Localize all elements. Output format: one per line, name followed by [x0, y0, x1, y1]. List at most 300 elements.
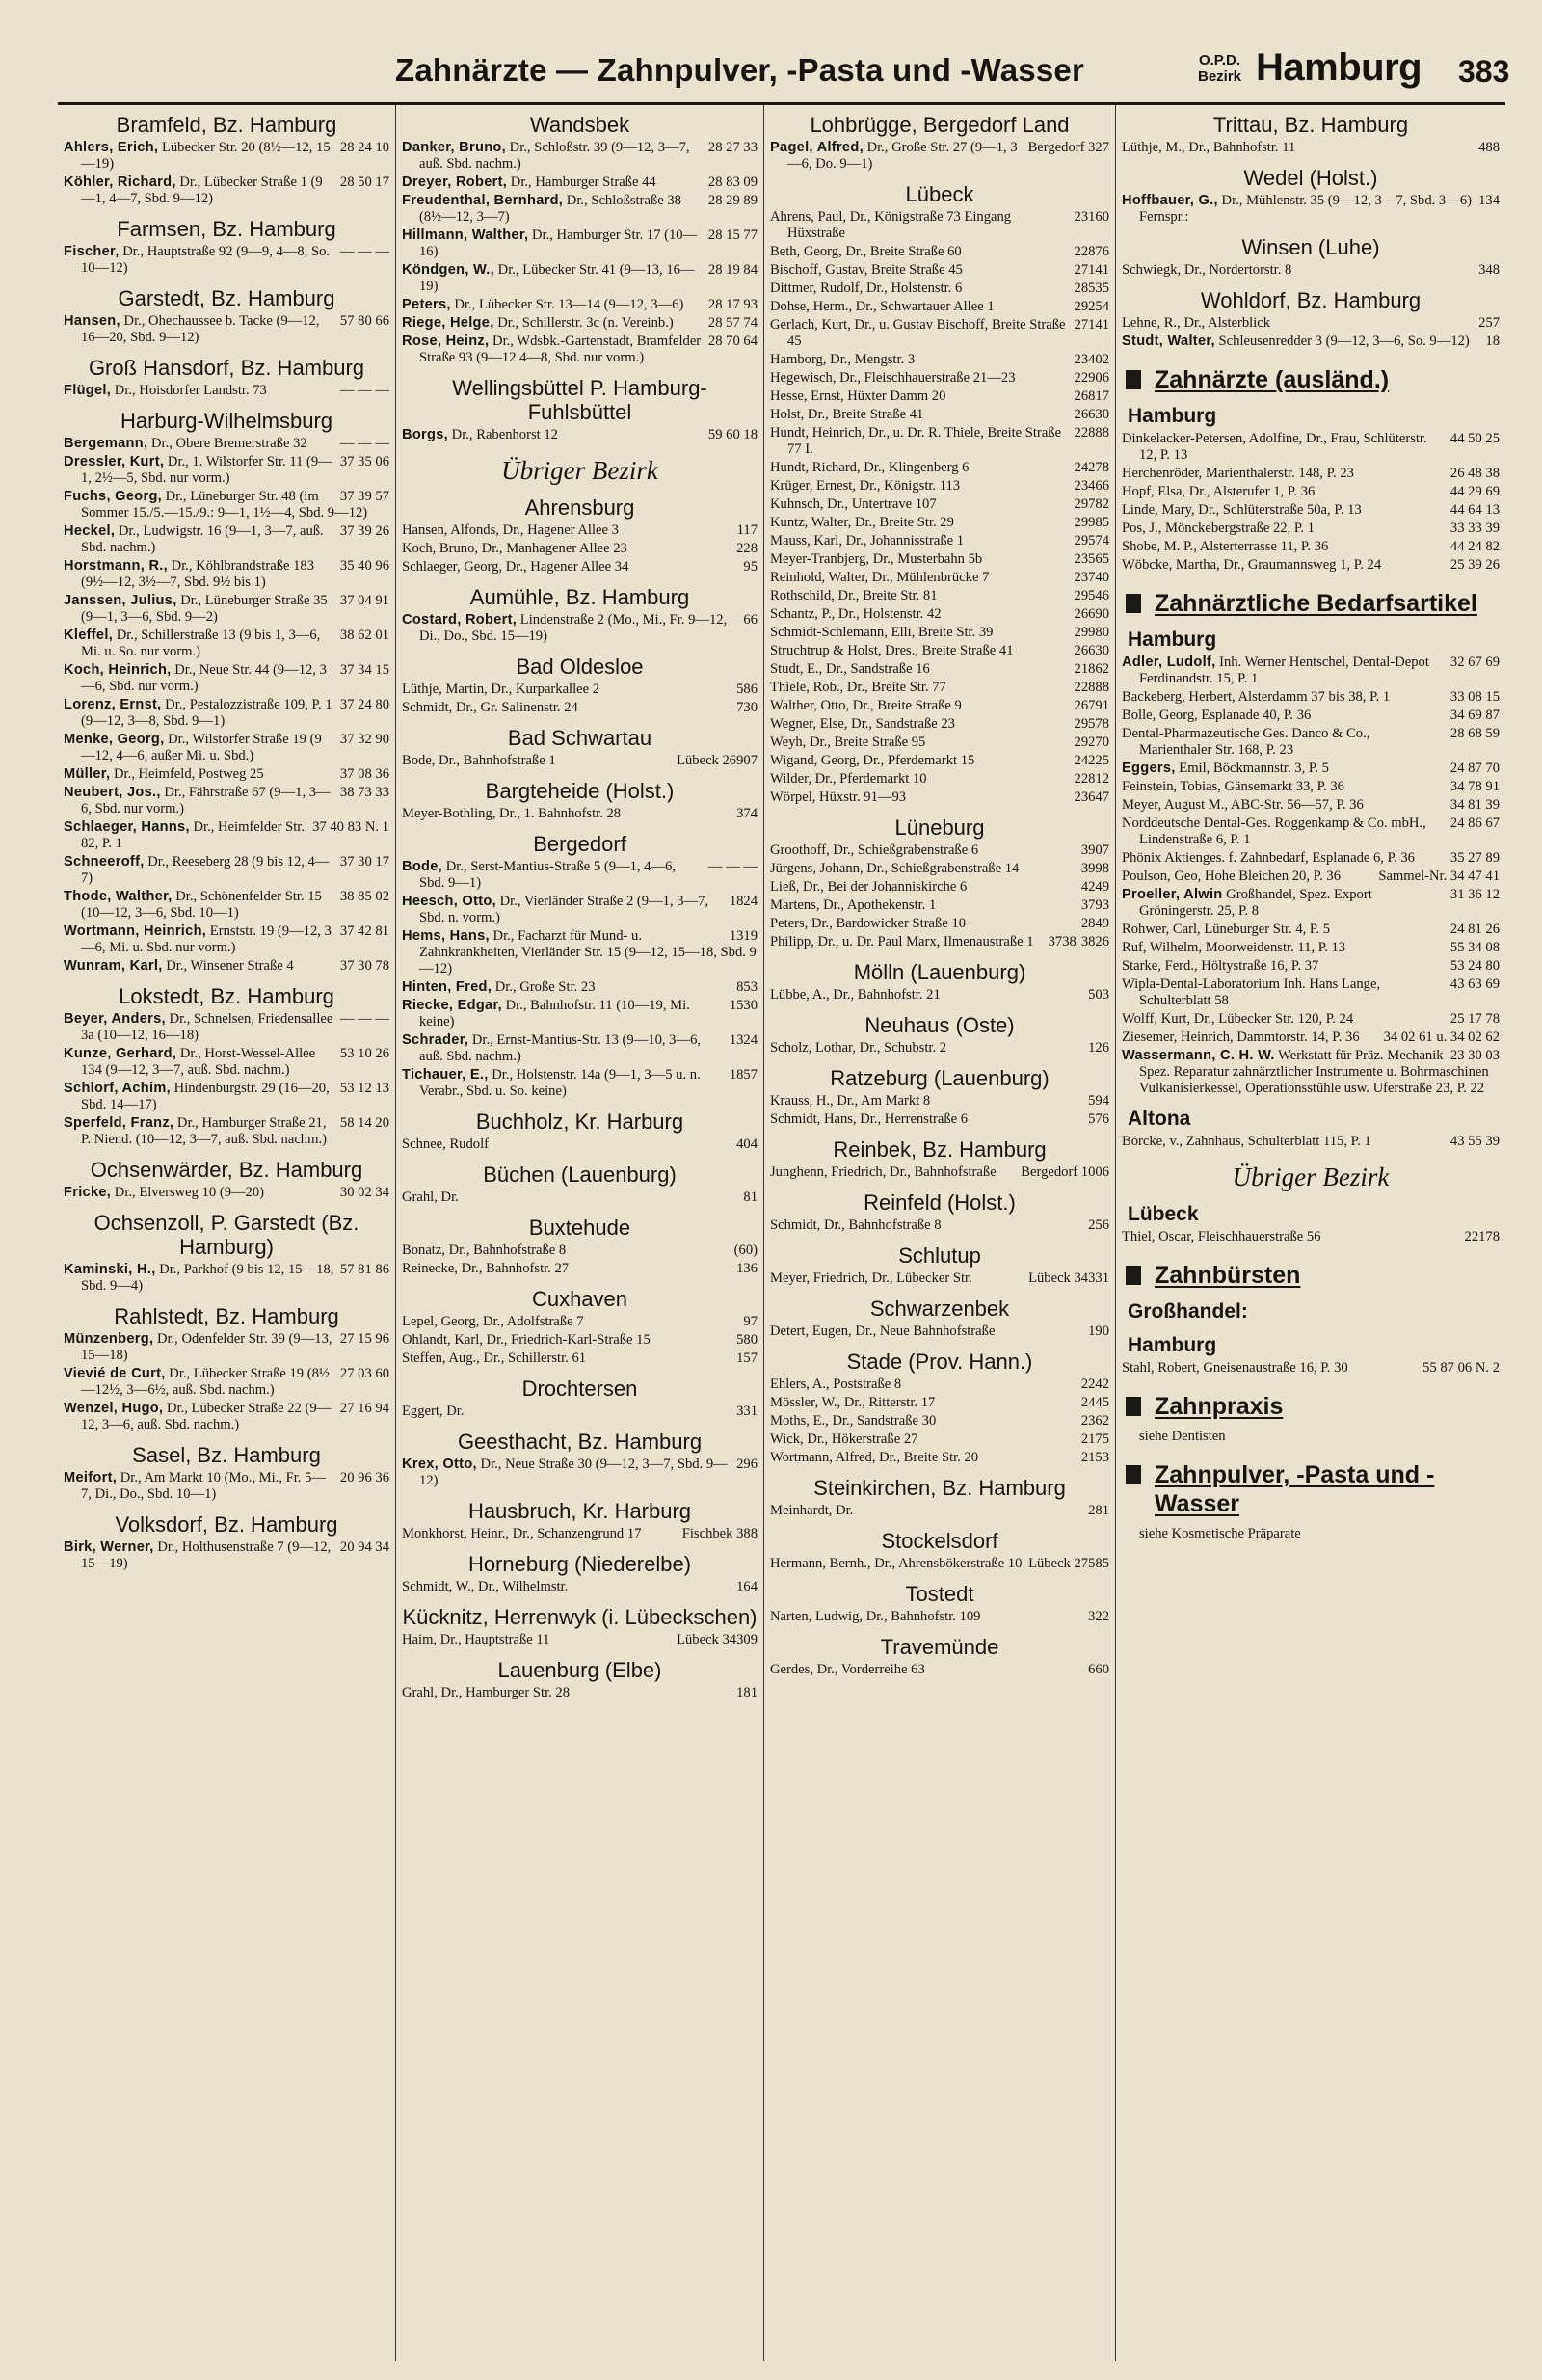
entry-details: Feinstein, Tobias, Gänsemarkt 33, P. 36	[1122, 779, 1344, 794]
entry-name: Dreyer, Robert,	[402, 174, 508, 190]
directory-entry	[64, 1046, 389, 1079]
directory-entry	[1122, 797, 1500, 814]
phone-number: 44 50 25	[1449, 431, 1500, 446]
entry-name: Flügel,	[64, 383, 112, 398]
place-heading: Volksdorf, Bz. Hamburg	[115, 1512, 338, 1537]
phone-number: 37 04 91	[339, 593, 389, 608]
entry-details: Dr., Schönenfelder Str. 15 (10—12, 3—6, Sbd. 10—1)	[81, 889, 322, 921]
directory-entry	[1122, 431, 1500, 464]
phone-number: 53 12 13	[339, 1081, 389, 1096]
directory-entry	[64, 593, 389, 626]
entry-details: Monkhorst, Heinr., Dr., Schanzengrund 17	[402, 1526, 642, 1541]
phone-number: 28 50 17	[339, 174, 389, 190]
entry-details: Dr., Mühlenstr. 35 (9—12, 3—7, Sbd. 3—6) Fernspr.:	[1139, 193, 1472, 225]
directory-entry	[770, 680, 1109, 696]
phone-number: — — —	[339, 244, 389, 259]
column-4	[1116, 105, 1505, 2361]
phone-number: 38 62 01	[339, 628, 389, 643]
phone-number: 28 24 10	[339, 140, 389, 155]
directory-entry	[402, 859, 758, 892]
directory-entry	[1122, 140, 1500, 156]
category-heading	[1122, 1261, 1500, 1290]
phone-number: 18	[1485, 334, 1500, 349]
phone-number: Lübeck 34331	[1028, 1270, 1109, 1286]
directory-entry	[64, 1262, 389, 1295]
phone-number: 37 35 06	[339, 454, 389, 469]
directory-entry	[1122, 466, 1500, 482]
entry-details: Schmidt, W., Dr., Wilhelmstr.	[402, 1579, 569, 1594]
subsection-heading: Hamburg	[1128, 405, 1217, 427]
phone-number: 22888	[1074, 425, 1109, 441]
entry-details: Dr., Neue Str. 44 (9—12, 3—6, Sbd. nur vorm.)	[81, 662, 327, 694]
phone-number: 37 39 57	[339, 489, 389, 504]
phone-number: 24278	[1074, 460, 1109, 475]
entry-details: Dr., Hoisdorfer Landstr. 73	[111, 383, 267, 398]
directory-entry	[402, 559, 758, 575]
subsection-heading: Großhandel:	[1128, 1300, 1248, 1323]
entry-details: Großhandel, Spez. Export Gröningerstr. 25, P. 8	[1139, 887, 1372, 919]
entry-details: Narten, Ludwig, Dr., Bahnhofstr. 109	[770, 1609, 981, 1624]
entry-details: Phönix Aktienges. f. Zahnbedarf, Esplanade 6, P. 36	[1122, 850, 1415, 866]
entry-details: Dr., Obere Bremerstraße 32	[147, 436, 307, 451]
entry-details: Wegner, Else, Dr., Sandstraße 23	[770, 716, 955, 732]
entry-name: Ahlers, Erich,	[64, 140, 159, 155]
directory-entry	[402, 612, 758, 645]
phone-number: 157	[736, 1350, 758, 1366]
place-heading: Bad Oldesloe	[516, 655, 644, 679]
directory-entry	[1122, 539, 1500, 555]
directory-entry	[1122, 521, 1500, 537]
entry-name: Eggers,	[1122, 761, 1176, 776]
entry-details: Ahrens, Paul, Dr., Königstraße 73 Eingang Hüxstraße	[770, 209, 1012, 241]
subsection-heading: Hamburg	[1128, 1334, 1217, 1356]
entry-details: Dr., Ludwigstr. 16 (9—1, 3—7, auß. Sbd. nachm.)	[81, 523, 324, 555]
entry-details: Krauss, H., Dr., Am Markt 8	[770, 1093, 931, 1109]
entry-details: Bode, Dr., Bahnhofstraße 1	[402, 753, 556, 768]
entry-details: Hundt, Heinrich, Dr., u. Dr. R. Thiele, Breite Straße 77 I.	[770, 425, 1062, 457]
entry-details: Lübbe, A., Dr., Bahnhofstr. 21	[770, 987, 941, 1003]
header-city: Hamburg	[1256, 46, 1422, 89]
subsection-heading: Altona	[1128, 1108, 1191, 1130]
category-label: Zahnpraxis	[1155, 1393, 1284, 1420]
entry-name: Hoffbauer, G.,	[1122, 193, 1218, 208]
entry-details: Bolle, Georg, Esplanade 40, P. 36	[1122, 708, 1312, 723]
phone-number: 25 17 78	[1449, 1011, 1500, 1027]
phone-number: 37 30 78	[339, 958, 389, 974]
phone-number: 37 39 26	[339, 523, 389, 539]
directory-entry	[1122, 976, 1500, 1009]
phone-number: 33 33 39	[1449, 521, 1500, 536]
place-heading: Schlutup	[898, 1243, 981, 1268]
place-heading: Ratzeburg (Lauenburg)	[830, 1066, 1050, 1090]
phone-number: 28 29 89	[707, 193, 758, 208]
phone-number: 3998	[1080, 861, 1109, 876]
directory-entry	[64, 819, 389, 852]
entry-name: Studt, Walter,	[1122, 334, 1215, 349]
entry-name: Heesch, Otto,	[402, 894, 496, 909]
phone-number: 37 42 81	[339, 923, 389, 939]
entry-details: Inh. Werner Hentschel, Dental-Depot Ferdinandstr. 15, P. 1	[1139, 655, 1429, 686]
phone-number: — — —	[339, 1011, 389, 1027]
entry-details: Ließ, Dr., Bei der Johanniskirche 6	[770, 879, 968, 895]
place-heading: Lüneburg	[894, 816, 985, 840]
entry-details: Dr., Elversweg 10 (9—20)	[111, 1185, 265, 1200]
phone-number: 1824	[729, 894, 758, 909]
entry-details: Schwiegk, Dr., Nordertorstr. 8	[1122, 262, 1292, 278]
entry-name: Borgs,	[402, 427, 449, 442]
directory-entry	[770, 388, 1109, 405]
directory-entry	[1122, 193, 1500, 226]
entry-details: Dr., Facharzt für Mund- u. Zahnkrankheiten, Vierländer Str. 15 (9—12, 15—18, Sbd. 9—12)	[419, 928, 757, 976]
entry-details: Dr., Hamburger Straße 21, P. Niend. (10—12, 3—7, auß. Sbd. nachm.)	[81, 1115, 327, 1147]
directory-entry	[770, 281, 1109, 297]
phone-number: 2175	[1080, 1431, 1109, 1447]
phone-number: 34 81 39	[1449, 797, 1500, 813]
entry-details: Wilder, Dr., Pferdemarkt 10	[770, 771, 927, 787]
entry-details: Dr., Schloßstr. 39 (9—12, 3—7, auß. Sbd. nachm.)	[419, 140, 690, 172]
phone-number: 23402	[1074, 352, 1109, 367]
phone-number: 488	[1478, 140, 1500, 155]
directory-entry	[770, 209, 1109, 242]
place-heading: Ochsenzoll, P. Garstedt (Bz. Hamburg)	[93, 1211, 359, 1259]
entry-details: Martens, Dr., Apothekenstr. 1	[770, 897, 937, 913]
entry-name: Adler, Ludolf,	[1122, 655, 1216, 670]
phone-number: 21862	[1074, 661, 1109, 677]
directory-entry	[770, 916, 1109, 932]
place-heading: Bergedorf	[533, 832, 626, 856]
phone-number: 29985	[1074, 515, 1109, 530]
directory-entry	[402, 1632, 758, 1648]
directory-entry	[770, 1040, 1109, 1056]
phone-number: 660	[1088, 1662, 1109, 1677]
place-heading: Geesthacht, Bz. Hamburg	[457, 1430, 703, 1454]
page-number: 383	[1458, 54, 1510, 89]
entry-details: Studt, E., Dr., Sandstraße 16	[770, 661, 930, 677]
phone-number: 20 94 34	[339, 1539, 389, 1555]
entry-details: Schmidt, Dr., Bahnhofstraße 8	[770, 1217, 942, 1233]
entry-details: Dr., Wdsbk.-Gartenstadt, Bramfelder Straße 93 (9—12 4—8, Sbd. nur vorm.)	[419, 334, 702, 365]
phone-number: 31 36 12	[1449, 887, 1500, 902]
phone-number: 28 57 74	[707, 315, 758, 331]
phone-number: 594	[1088, 1093, 1109, 1109]
entry-name: Bode,	[402, 859, 443, 874]
phone-number: 66	[743, 612, 758, 628]
entry-details: Gerlach, Kurt, Dr., u. Gustav Bischoff, Breite Straße 45	[770, 317, 1066, 349]
entry-details: Krüger, Ernest, Dr., Königstr. 113	[770, 478, 961, 494]
directory-entry	[402, 227, 758, 260]
entry-details: Schlaeger, Georg, Dr., Hagener Allee 34	[402, 559, 629, 575]
entry-name: Riege, Helge,	[402, 315, 494, 331]
region-heading: Übriger Bezirk	[1232, 1163, 1390, 1191]
phone-number: 586	[736, 682, 758, 697]
directory-entry	[770, 496, 1109, 513]
entry-details: Beth, Georg, Dr., Breite Straße 60	[770, 244, 962, 259]
place-heading: Kücknitz, Herrenwyk (i. Lübeckschen)	[402, 1605, 758, 1629]
place-heading: Steinkirchen, Bz. Hamburg	[813, 1476, 1066, 1500]
place-heading: Buchholz, Kr. Harburg	[475, 1110, 684, 1134]
phone-number: 2362	[1080, 1413, 1109, 1429]
directory-entry	[402, 1137, 758, 1153]
phone-number: 28 19 84	[707, 262, 758, 278]
entry-details: Junghenn, Friedrich, Dr., Bahnhofstraße	[770, 1164, 997, 1180]
phone-number: 296	[736, 1457, 758, 1472]
directory-entry	[64, 1331, 389, 1364]
subsection-heading: Hamburg	[1128, 628, 1217, 651]
directory-entry	[402, 174, 758, 191]
entry-details: Dr., Reeseberg 28 (9 bis 12, 4—7)	[81, 854, 330, 886]
directory-entry	[770, 698, 1109, 714]
directory-entry	[64, 244, 389, 277]
place-heading: Hausbruch, Kr. Harburg	[467, 1499, 692, 1523]
entry-details: Wörpel, Hüxstr. 91—93	[770, 789, 907, 805]
directory-entry	[770, 515, 1109, 531]
directory-entry	[402, 1243, 758, 1259]
directory-entry	[770, 1324, 1109, 1340]
entry-details: Kuhnsch, Dr., Untertrave 107	[770, 496, 937, 512]
entry-name: Kunze, Gerhard,	[64, 1046, 177, 1061]
phone-number: 81	[743, 1190, 758, 1205]
directory-entry	[64, 662, 389, 695]
phone-number: 29574	[1074, 533, 1109, 548]
phone-number: 2445	[1080, 1395, 1109, 1410]
entry-name: Vievié de Curt,	[64, 1366, 166, 1381]
category-label: Zahnbürsten	[1155, 1262, 1301, 1289]
entry-details: Dr., Holstenstr. 14a (9—1, 3—5 u. n. Verabr., Sbd. u. So. keine)	[419, 1067, 701, 1099]
place-heading: Garstedt, Bz. Hamburg	[118, 286, 335, 310]
entry-details: Meyer, Friedrich, Dr., Lübecker Str.	[770, 1270, 972, 1286]
entry-details: Philipp, Dr., u. Dr. Paul Marx, Ilmenaustraße 1	[770, 934, 1034, 949]
directory-entry	[1122, 655, 1500, 687]
entry-name: Wenzel, Hugo,	[64, 1401, 164, 1416]
place-heading: Stade (Prov. Hann.)	[846, 1350, 1033, 1374]
directory-entry	[402, 806, 758, 822]
entry-name: Rose, Heinz,	[402, 334, 490, 349]
phone-number: 29980	[1074, 625, 1109, 640]
directory-entry	[770, 460, 1109, 476]
phone-number: 37 08 36	[339, 766, 389, 782]
category-square-icon	[1126, 1465, 1141, 1484]
directory-entry	[1122, 315, 1500, 332]
place-heading: Lauenburg (Elbe)	[497, 1658, 662, 1682]
entry-details: Dohse, Herm., Dr., Schwartauer Allee 1	[770, 299, 995, 314]
directory-entry	[770, 1217, 1109, 1234]
entry-details: Backeberg, Herbert, Alsterdamm 37 bis 38, P. 1	[1122, 689, 1391, 705]
directory-entry	[1122, 1011, 1500, 1028]
phone-number: 29546	[1074, 588, 1109, 603]
entry-details: Dr., Neue Straße 30 (9—12, 3—7, Sbd. 9—12)	[419, 1457, 728, 1488]
entry-details: Schmidt, Hans, Dr., Herrenstraße 6	[770, 1111, 969, 1127]
phone-number: 28 17 93	[707, 297, 758, 312]
entry-details: Hermann, Bernh., Dr., Ahrensbökerstraße 10	[770, 1556, 1023, 1571]
phone-number: Fischbek 388	[681, 1526, 758, 1541]
directory-entry	[402, 1350, 758, 1367]
entry-details: Dr., Schillerstr. 3c (n. Vereinb.)	[493, 315, 674, 331]
columns	[58, 105, 1505, 2361]
entry-name: Janssen, Julius,	[64, 593, 177, 608]
phone-number: 26630	[1074, 643, 1109, 658]
entry-name: Tichauer, E.,	[402, 1067, 489, 1083]
phone-number: 1530	[729, 998, 758, 1013]
directory-entry	[64, 958, 389, 975]
entry-details: Walther, Otto, Dr., Breite Straße 9	[770, 698, 962, 713]
place-heading: Sasel, Bz. Hamburg	[132, 1443, 321, 1467]
entry-details: Rohwer, Carl, Lüneburger Str. 4, P. 5	[1122, 922, 1331, 937]
place-heading: Wohldorf, Bz. Hamburg	[1200, 288, 1422, 312]
entry-details: Dental-Pharmazeutische Ges. Danco & Co., Marienthaler Str. 168, P. 23	[1122, 726, 1370, 758]
entry-name: Kleffel,	[64, 628, 114, 643]
phone-number: 348	[1478, 262, 1500, 278]
directory-entry	[770, 1413, 1109, 1430]
entry-details: Emil, Böckmannstr. 3, P. 5	[1175, 761, 1329, 776]
entry-name: Menke, Georg,	[64, 732, 165, 747]
directory-entry	[770, 1450, 1109, 1466]
category-heading	[1122, 589, 1500, 618]
directory-entry	[402, 1685, 758, 1701]
phone-number: — — —	[339, 383, 389, 398]
phone-number: 2153	[1080, 1450, 1109, 1465]
phone-number: 126	[1088, 1040, 1109, 1056]
entry-details: Meinhardt, Dr.	[770, 1503, 854, 1518]
place-heading: Neuhaus (Oste)	[864, 1013, 1015, 1037]
entry-name: Freudenthal, Bernhard,	[402, 193, 564, 208]
phone-number: 3907	[1080, 842, 1109, 858]
entry-details: Borcke, v., Zahnhaus, Schulterblatt 115, P. 1	[1122, 1134, 1371, 1149]
phone-number: 22888	[1074, 680, 1109, 695]
entry-details: Scholz, Lothar, Dr., Schubstr. 2	[770, 1040, 947, 1056]
directory-entry	[1122, 262, 1500, 279]
entry-details: Dr., Hamburger Straße 44	[507, 174, 656, 190]
phone-number: 55 34 08	[1449, 940, 1500, 955]
entry-name: Lorenz, Ernst,	[64, 697, 162, 712]
phone-number: 4249	[1080, 879, 1109, 895]
entry-details: Mauss, Karl, Dr., Johannisstraße 1	[770, 533, 965, 548]
directory-entry	[64, 1115, 389, 1148]
directory-entry	[770, 478, 1109, 495]
entry-name: Hinten, Fred,	[402, 979, 492, 995]
directory-entry	[402, 979, 758, 996]
directory-entry	[64, 628, 389, 660]
phone-number: 97	[743, 1314, 758, 1329]
directory-entry	[770, 1270, 1109, 1287]
phone-number: 322	[1088, 1609, 1109, 1624]
entry-details: Dr., Lübecker Str. 13—14 (9—12, 3—6)	[450, 297, 684, 312]
entry-name: Schlorf, Achim,	[64, 1081, 171, 1096]
directory-entry	[64, 489, 389, 521]
entry-details: Dr., Serst-Mantius-Straße 5 (9—1, 4—6, Sbd. 9—1)	[419, 859, 677, 891]
place-heading: Reinbek, Bz. Hamburg	[833, 1137, 1047, 1162]
entry-details: Wigand, Georg, Dr., Pferdemarkt 15	[770, 753, 975, 768]
entry-details: Starke, Ferd., Höltystraße 16, P. 37	[1122, 958, 1319, 974]
entry-details: Thiele, Rob., Dr., Breite Str. 77	[770, 680, 946, 695]
entry-details: Dr., Am Markt 10 (Mo., Mi., Fr. 5—7, Di., Do., Sbd. 10—1)	[81, 1470, 326, 1502]
phone-number: 37 40 83 N. 1	[312, 819, 389, 835]
directory-entry	[402, 894, 758, 926]
entry-details: Moths, E., Dr., Sandstraße 30	[770, 1413, 937, 1429]
category-heading	[1122, 365, 1500, 394]
phone-number: Lübeck 34309	[677, 1632, 758, 1647]
phone-number: 26630	[1074, 407, 1109, 422]
entry-name: Schrader,	[402, 1032, 469, 1048]
entry-details: Eggert, Dr.	[402, 1404, 465, 1419]
entry-details: Dr., Hamburger Str. 17 (10—16)	[419, 227, 698, 259]
entry-details: Holst, Dr., Breite Straße 41	[770, 407, 924, 422]
place-heading: Drochtersen	[521, 1377, 638, 1401]
entry-details: Dr., Schnelsen, Friedensallee 3a (10—12, 16—18)	[81, 1011, 333, 1043]
phone-number: 28 70 64	[707, 334, 758, 349]
directory-entry	[770, 842, 1109, 859]
entry-details: Norddeutsche Dental-Ges. Roggenkamp & Co. mbH., Lindenstraße 6, P. 1	[1122, 816, 1426, 847]
place-heading: Groß Hansdorf, Bz. Hamburg	[88, 356, 365, 380]
directory-entry	[64, 383, 389, 399]
entry-name: Birk, Werner,	[64, 1539, 154, 1555]
entry-details: Ziesemer, Heinrich, Dammtorstr. 14, P. 36	[1122, 1030, 1360, 1045]
directory-entry	[770, 987, 1109, 1003]
phone-number: 22812	[1074, 771, 1109, 787]
phone-number: 331	[736, 1404, 758, 1419]
directory-entry	[1122, 816, 1500, 848]
phone-number: 34 78 91	[1449, 779, 1500, 794]
entry-details: Schantz, P., Dr., Holstenstr. 42	[770, 606, 942, 622]
directory-entry	[770, 1662, 1109, 1678]
place-heading: Bargteheide (Holst.)	[485, 779, 675, 803]
phone-number: 2849	[1080, 916, 1109, 931]
entry-details: Koch, Bruno, Dr., Manhagener Allee 23	[402, 541, 627, 556]
entry-details: Peters, Dr., Bardowicker Straße 10	[770, 916, 967, 931]
phone-number: 29254	[1074, 299, 1109, 314]
entry-details: Hundt, Richard, Dr., Klingenberg 6	[770, 460, 970, 475]
column-3	[764, 105, 1116, 2361]
entry-details: Dr., Horst-Wessel-Allee 134 (9—12, 3—7, auß. Sbd. nachm.)	[81, 1046, 316, 1078]
phone-number: 27 03 60	[339, 1366, 389, 1381]
entry-name: Pagel, Alfred,	[770, 140, 864, 155]
entry-details: Dr., Holthusenstraße 7 (9—12, 15—19)	[81, 1539, 332, 1571]
phone-number: 55 87 06 N. 2	[1422, 1360, 1500, 1376]
directory-entry	[1122, 922, 1500, 938]
directory-entry	[402, 1067, 758, 1100]
phone-number: 37 30 17	[339, 854, 389, 869]
directory-entry	[64, 785, 389, 817]
entry-details: Meyer, August M., ABC-Str. 56—57, P. 36	[1122, 797, 1364, 813]
phone-number: 2242	[1080, 1377, 1109, 1392]
entry-details: Hegewisch, Dr., Fleischhauerstraße 21—23	[770, 370, 1016, 386]
directory-entry	[402, 753, 758, 769]
phone-number: 28 27 33	[707, 140, 758, 155]
directory-entry	[770, 753, 1109, 769]
phone-number: 53 10 26	[339, 1046, 389, 1061]
directory-entry	[402, 262, 758, 295]
place-heading: Reinfeld (Holst.)	[864, 1190, 1016, 1215]
entry-details: Ernststr. 19 (9—12, 3—6, Mi. u. Sbd. nur vorm.)	[81, 923, 332, 955]
entry-details: Dr., Große Str. 27 (9—1, 3—6, Do. 9—1)	[787, 140, 1018, 172]
entry-name: Hems, Hans,	[402, 928, 490, 944]
place-heading: Wedel (Holst.)	[1243, 166, 1378, 190]
phone-number: 136	[736, 1261, 758, 1276]
phone-number: 3826	[1080, 934, 1109, 949]
phone-number: 53 24 80	[1449, 958, 1500, 974]
directory-entry	[1122, 1229, 1500, 1245]
place-heading: Horneburg (Niederelbe)	[467, 1552, 692, 1576]
entry-details: Wöbcke, Martha, Dr., Graumannsweg 1, P. 24	[1122, 557, 1382, 573]
phone-number: 35 40 96	[339, 558, 389, 574]
entry-details: Bischoff, Gustav, Breite Straße 45	[770, 262, 963, 278]
directory-entry	[1122, 850, 1500, 867]
phone-number: 23740	[1074, 570, 1109, 585]
entry-details: Dr., Köhlbrandstraße 183 (9½—12, 3½—7, Sbd. 9½ bis 1)	[81, 558, 314, 590]
phone-number: 23466	[1074, 478, 1109, 494]
phone-number: 1324	[729, 1032, 758, 1048]
place-heading: Wellingsbüttel P. Hamburg-Fuhlsbüttel	[452, 376, 707, 424]
directory-entry	[770, 370, 1109, 387]
